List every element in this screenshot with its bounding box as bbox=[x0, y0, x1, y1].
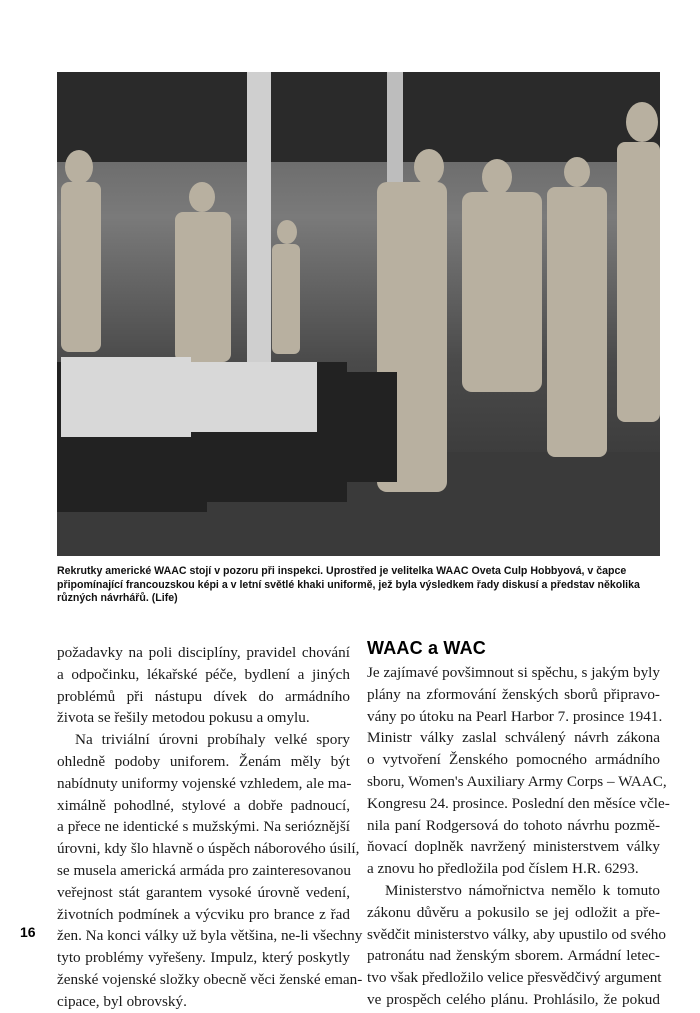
text-line: žen. Na konci války už byla většina, ne-li všechny bbox=[57, 927, 363, 945]
text-line: nabídnuty uniformy vojenské vzhledem, ale ma- bbox=[57, 774, 352, 792]
text-line: tvo však předložilo velice přesvědčivý argument bbox=[367, 969, 662, 987]
text-line: úrovni, kdy šlo hlavně o úspěch náborového úsilí, bbox=[57, 840, 360, 858]
text-line: Ministr války zaslal schválený návrh zákona bbox=[367, 729, 660, 747]
text-line: a znovu ho předložila pod číslem H.R. 6293. bbox=[367, 860, 639, 878]
text-line: cipace, byl obrovský. bbox=[57, 992, 187, 1010]
text-line: patronátu nad ženským sborem. Armádní letec- bbox=[367, 947, 660, 965]
text-line: ňovací doplněk navržený ministerstvem války bbox=[367, 838, 660, 856]
text-line: Kongresu 24. prosince. Poslední den měsíce včle- bbox=[367, 794, 670, 812]
page-number: 16 bbox=[20, 924, 36, 940]
text-line: problémů při nástupu dívek do armádního bbox=[57, 687, 350, 705]
photo-illustration bbox=[57, 72, 660, 556]
text-line: Je zajímavé povšimnout si spěchu, s jakým byly bbox=[367, 664, 660, 681]
text-line: plány na zformování ženských sborů připravo- bbox=[367, 685, 660, 703]
left-text-column bbox=[57, 642, 363, 1013]
text-line: požadavky na poli disciplíny, pravidel chování bbox=[57, 644, 350, 661]
text-line: ohledně podoby uniforem. Ženám měly být bbox=[57, 752, 350, 770]
text-line: zákonu důvěru a pokusilo se jej odložit a pře- bbox=[367, 903, 660, 921]
text-line: životních podmínek a výcviku pro brance z řad bbox=[57, 905, 350, 923]
text-line: sboru, Women's Auxiliary Army Corps – WAAC, bbox=[367, 772, 667, 790]
text-line: vány po útoku na Pearl Harbor 7. prosince 1941. bbox=[367, 707, 663, 725]
photo-waac-inspection bbox=[57, 72, 660, 556]
text-line: Na triviální úrovni probíhaly velké spory bbox=[75, 731, 350, 749]
text-line: ve prospěch celého plánu. Prohlásilo, že pokud bbox=[367, 990, 660, 1008]
right-text-column bbox=[367, 662, 670, 1011]
text-line: se musela americká armáda pro zainteresovanou bbox=[57, 861, 351, 879]
text-line: svědčit ministerstvo války, aby upustilo od svého bbox=[367, 925, 666, 943]
text-line: ženské vojenské složky obecně věci ženské eman- bbox=[57, 970, 363, 988]
text-line: tyto problémy vyřešeny. Impulz, který poskytly bbox=[57, 949, 350, 967]
text-line: a odpočinku, lékařské péče, bydlení a jiných bbox=[57, 665, 350, 683]
text-line: a přece ne identické s mužskými. Na serióznější bbox=[57, 818, 350, 836]
text-line: Ministerstvo námořnictva nemělo k tomuto bbox=[385, 881, 660, 899]
text-line: ximálně pohodlné, stylové a dobře padnoucí, bbox=[57, 796, 350, 814]
text-line: nila paní Rodgersová do tohoto návrhu pozmě- bbox=[367, 816, 660, 834]
text-line: veřejnost stát garantem vysoké úrovně vedení, bbox=[57, 883, 350, 901]
photo-caption: Rekrutky americké WAAC stojí v pozoru při inspekci. Uprostřed je velitelka WAAC Oveta Culp Hobbyová, v čapce připomínající francouzskou képi a v letní světlé khaki uniformě, jež byla výsledkem řady diskusí a představ několika různých návrhářů. (Life) bbox=[57, 565, 640, 604]
text-line: o vytvoření Ženského pomocného armádního bbox=[367, 751, 660, 769]
section-heading: WAAC a WAC bbox=[367, 638, 486, 658]
text-line: života se řešily metodou pokusu a omylu. bbox=[57, 709, 310, 727]
